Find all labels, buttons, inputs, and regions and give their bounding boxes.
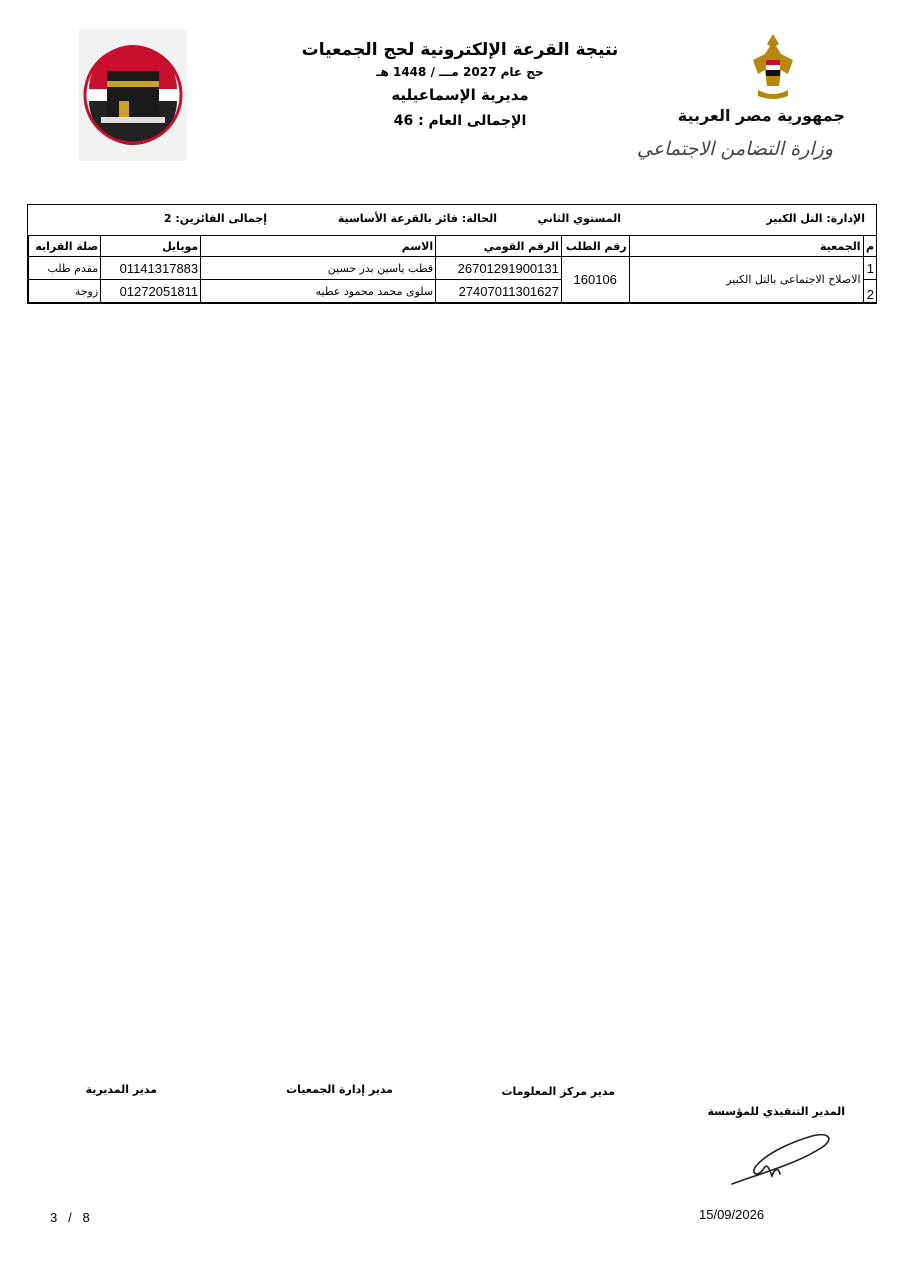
table-header-row xyxy=(29,236,877,257)
col-header-index: م xyxy=(863,236,876,257)
cell-national-id: 27407011301627 xyxy=(436,280,562,303)
administration-label: الإدارة: التل الكبير xyxy=(766,212,865,225)
info-center-manager-label: مدير مركز المعلومات xyxy=(501,1085,615,1098)
grand-total: الإجمالى العام : 46 xyxy=(393,113,527,129)
assoc-manager-label: مدير إدارة الجمعيات xyxy=(286,1083,393,1096)
print-date: 15/09/2026 xyxy=(699,1207,765,1222)
col-header-mobile: موبايل xyxy=(101,236,201,257)
egypt-eagle-emblem xyxy=(748,30,798,105)
cell-name: قطب ياسين بدر حسين xyxy=(201,257,436,280)
cell-index: 2 xyxy=(863,280,876,303)
cell-mobile: 01141317883 xyxy=(101,257,201,280)
col-header-name: الاسم xyxy=(201,236,436,257)
directorate-name: مديرية الإسماعيليه xyxy=(391,86,529,104)
status-label: الحالة: فائز بالقرعة الأساسية xyxy=(337,212,497,225)
ministry-name: وزارة التضامن الاجتماعي xyxy=(636,138,833,160)
col-header-relation: صلة القرابه xyxy=(29,236,101,257)
col-header-association: الجمعية xyxy=(629,236,863,257)
directorate-manager-label: مدير المديرية xyxy=(85,1083,157,1096)
exec-director-label: المدير التنفيذي للمؤسسة xyxy=(707,1105,845,1118)
cell-relation: مقدم طلب xyxy=(29,257,101,280)
level-label: المستوي الثاني xyxy=(537,212,621,225)
results-table xyxy=(28,235,877,303)
cell-index: 1 xyxy=(863,257,876,280)
hajj-year: حج عام 2027 مـــ / 1448 هـ xyxy=(376,65,544,79)
cell-mobile: 01272051811 xyxy=(101,280,201,303)
republic-name: جمهورية مصر العربية xyxy=(677,106,845,125)
cell-name: سلوى محمد محمود عطيه xyxy=(201,280,436,303)
report-title: نتيجة القرعة الإلكترونية لحج الجمعيات xyxy=(301,40,619,60)
cell-association: الاصلاح الاجتماعى بالتل الكبير xyxy=(629,257,863,303)
ministry-hajj-logo xyxy=(79,29,187,161)
col-header-national-id: الرقم القومي xyxy=(436,236,562,257)
cell-request-no: 160106 xyxy=(561,257,629,303)
page-number: 3 / 8 xyxy=(50,1210,90,1225)
handwritten-signature xyxy=(728,1130,836,1188)
report-header xyxy=(250,38,670,134)
info-row xyxy=(27,206,877,232)
cell-national-id: 26701291900131 xyxy=(436,257,562,280)
cell-relation: زوجة xyxy=(29,280,101,303)
table-row xyxy=(29,257,877,280)
col-header-request-no: رقم الطلب xyxy=(561,236,629,257)
total-winners-label: إجمالى الفائزين: 2 xyxy=(163,212,267,225)
